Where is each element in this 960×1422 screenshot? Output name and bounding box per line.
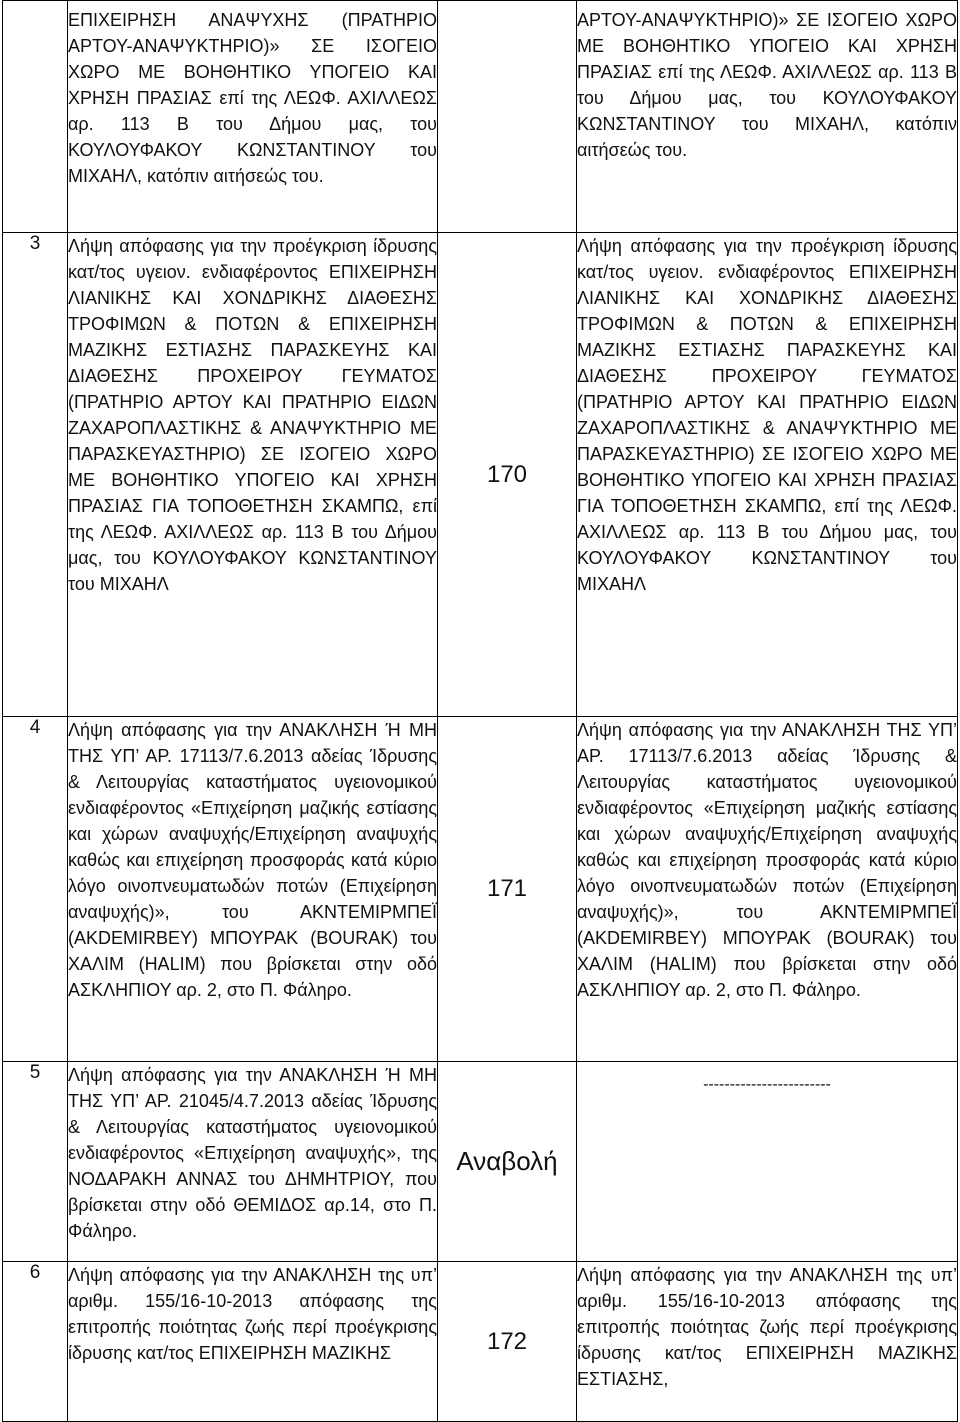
subject-text: Λήψη απόφασης για την ΑΝΑΚΛΗΣΗ Ή ΜΗ ΤΗΣ ΥΠ’ ΑΡ. 21045/4.7.2013 αδείας Ίδρυσης & Λειτουργίας καταστήματος υγειονομικού ενδιαφέροντος «Επιχείρηση αναψυχής», της ΝΟΔΑΡΑΚΗ ΑΝΝΑΣ του ΔΗΜΗΤΡΙΟΥ, που βρίσκεται στην οδό ΘΕΜΙΔΟΣ αρ.14, στο Π. Φάληρο. xyxy=(68,1065,437,1241)
item-subject xyxy=(68,1062,438,1262)
result-text: ΑΡΤΟΥ-ΑΝΑΨΥΚΤΗΡΙΟ)» ΣΕ ΙΣΟΓΕΙΟ ΧΩΡΟ ΜΕ ΒΟΗΘΗΤΙΚΟ ΥΠΟΓΕΙΟ ΚΑΙ ΧΡΗΣΗ ΠΡΑΣΙΑΣ επί της ΛΕΩΦ. ΑΧΙΛΛΕΩΣ αρ. 113 Β του Δήμου μας, του ΚΟΥΛΟΥΦΑΚΟΥ ΚΩΝΣΤΑΝΤΙΝΟΥ του ΜΙΧΑΗΛ, κατόπιν αιτήσεώς του. xyxy=(577,10,957,160)
item-number xyxy=(3,1,68,233)
decision-number: 170 xyxy=(438,233,577,717)
item-result xyxy=(577,1062,958,1262)
subject-text: Λήψη απόφασης για την ΑΝΑΚΛΗΣΗ της υπ’ αριθμ. 155/16-10-2013 απόφασης της επιτροπής ποιότητας ζωής περί προέγκρισης ίδρυσης κατ/τος ΕΠΙΧΕΙΡΗΣΗ ΜΑΖΙΚΗΣ xyxy=(68,1265,437,1363)
decision-number: 171 xyxy=(438,717,577,1062)
subject-text: ΕΠΙΧΕΙΡΗΣΗ ΑΝΑΨΥΧΗΣ (ΠΡΑΤΗΡΙΟ ΑΡΤΟΥ-ΑΝΑΨΥΚΤΗΡΙΟ)» ΣΕ ΙΣΟΓΕΙΟ ΧΩΡΟ ΜΕ ΒΟΗΘΗΤΙΚΟ ΥΠΟΓΕΙΟ ΚΑΙ ΧΡΗΣΗ ΠΡΑΣΙΑΣ επί της ΛΕΩΦ. ΑΧΙΛΛΕΩΣ αρ. 113 Β του Δήμου μας, του ΚΟΥΛΟΥΦΑΚΟΥ ΚΩΝΣΤΑΝΤΙΝΟΥ του ΜΙΧΑΗΛ, κατόπιν αιτήσεώς του. xyxy=(68,10,437,186)
item-result xyxy=(577,1262,958,1422)
result-text: Λήψη απόφασης για την ΑΝΑΚΛΗΣΗ της υπ’ αριθμ. 155/16-10-2013 απόφασης της επιτροπής ποιότητας ζωής περί προέγκρισης ίδρυσης κατ/τος ΕΠΙΧΕΙΡΗΣΗ ΜΑΖΙΚΗΣ ΕΣΤΙΑΣΗΣ, xyxy=(577,1265,957,1389)
item-subject xyxy=(68,233,438,717)
result-placeholder-dashes: ------------------------ xyxy=(703,1076,831,1093)
decision-number: 172 xyxy=(438,1262,577,1422)
table-row xyxy=(3,1,958,233)
item-result xyxy=(577,1,958,233)
table-row xyxy=(3,1062,958,1262)
item-result xyxy=(577,233,958,717)
subject-text: Λήψη απόφασης για την προέγκριση ίδρυσης κατ/τος υγειον. ενδιαφέροντος ΕΠΙΧΕΙΡΗΣΗ ΛΙΑΝΙΚΗΣ ΚΑΙ ΧΟΝΔΡΙΚΗΣ ΔΙΑΘΕΣΗΣ ΤΡΟΦΙΜΩΝ & ΠΟΤΩΝ & ΕΠΙΧΕΙΡΗΣΗ ΜΑΖΙΚΗΣ ΕΣΤΙΑΣΗΣ ΠΑΡΑΣΚΕΥΗΣ ΚΑΙ ΔΙΑΘΕΣΗΣ ΠΡΟΧΕΙΡΟΥ ΓΕΥΜΑΤΟΣ (ΠΡΑΤΗΡΙΟ ΑΡΤΟΥ ΚΑΙ ΠΡΑΤΗΡΙΟ ΕΙΔΩΝ ΖΑΧΑΡΟΠΛΑΣΤΙΚΗΣ & ΑΝΑΨΥΚΤΗΡΙΟ ΜΕ ΠΑΡΑΣΚΕΥΑΣΤΗΡΙΟ) ΣΕ ΙΣΟΓΕΙΟ ΧΩΡΟ ΜΕ ΒΟΗΘΗΤΙΚΟ ΥΠΟΓΕΙΟ ΚΑΙ ΧΡΗΣΗ ΠΡΑΣΙΑΣ ΓΙΑ ΤΟΠΟΘΕΤΗΣΗ ΣΚΑΜΠΩ, επί της ΛΕΩΦ. ΑΧΙΛΛΕΩΣ αρ. 113 Β του Δήμου μας, του ΚΟΥΛΟΥΦΑΚΟΥ ΚΩΝΣΤΑΝΤΙΝΟΥ του ΜΙΧΑΗΛ xyxy=(68,236,437,594)
result-text: Λήψη απόφασης για την προέγκριση ίδρυσης κατ/τος υγειον. ενδιαφέροντος ΕΠΙΧΕΙΡΗΣΗ ΛΙΑΝΙΚΗΣ ΚΑΙ ΧΟΝΔΡΙΚΗΣ ΔΙΑΘΕΣΗΣ ΤΡΟΦΙΜΩΝ & ΠΟΤΩΝ & ΕΠΙΧΕΙΡΗΣΗ ΜΑΖΙΚΗΣ ΕΣΤΙΑΣΗΣ ΠΑΡΑΣΚΕΥΗΣ ΚΑΙ ΔΙΑΘΕΣΗΣ ΠΡΟΧΕΙΡΟΥ ΓΕΥΜΑΤΟΣ (ΠΡΑΤΗΡΙΟ ΑΡΤΟΥ ΚΑΙ ΠΡΑΤΗΡΙΟ ΕΙΔΩΝ ΖΑΧΑΡΟΠΛΑΣΤΙΚΗΣ & ΑΝΑΨΥΚΤΗΡΙΟ ΜΕ ΠΑΡΑΣΚΕΥΑΣΤΗΡΙΟ) ΣΕ ΙΣΟΓΕΙΟ ΧΩΡΟ ΜΕ ΒΟΗΘΗΤΙΚΟ ΥΠΟΓΕΙΟ ΚΑΙ ΧΡΗΣΗ ΠΡΑΣΙΑΣ ΓΙΑ ΤΟΠΟΘΕΤΗΣΗ ΣΚΑΜΠΩ, επί της ΛΕΩΦ. ΑΧΙΛΛΕΩΣ αρ. 113 Β του Δήμου μας, του ΚΟΥΛΟΥΦΑΚΟΥ ΚΩΝΣΤΑΝΤΙΝΟΥ του ΜΙΧΑΗΛ xyxy=(577,236,957,594)
minutes-table xyxy=(2,0,958,1422)
table-row xyxy=(3,1262,958,1422)
item-number: 6 xyxy=(3,1262,68,1422)
item-number: 3 xyxy=(3,233,68,717)
result-text: Λήψη απόφασης για την ΑΝΑΚΛΗΣΗ ΤΗΣ ΥΠ’ ΑΡ. 17113/7.6.2013 αδείας Ίδρυσης & Λειτουργίας καταστήματος υγειονομικού ενδιαφέροντος «Επιχείρηση μαζικής εστίασης και χώρων αναψυχής/Επιχείρηση αναψυχής καθώς και επιχείρηση προσφοράς κατά κύριο λόγο οινοπνευματωδών ποτών (Επιχείρηση αναψυχής)», του ΑΚΝΤΕΜΙΡΜΠΕΪ (AKDEMIRBEY) ΜΠΟΥΡΑΚ (BOURAK) του ΧΑΛΙΜ (HALIM) που βρίσκεται στην οδό ΑΣΚΛΗΠΙΟΥ αρ. 2, στο Π. Φάληρο. xyxy=(577,720,957,1000)
item-number: 5 xyxy=(3,1062,68,1262)
table-row xyxy=(3,717,958,1062)
decision-number: Αναβολή xyxy=(438,1062,577,1262)
item-result xyxy=(577,717,958,1062)
item-subject xyxy=(68,1262,438,1422)
item-number: 4 xyxy=(3,717,68,1062)
decision-number xyxy=(438,1,577,233)
item-subject xyxy=(68,1,438,233)
table-row xyxy=(3,233,958,717)
item-subject xyxy=(68,717,438,1062)
subject-text: Λήψη απόφασης για την ΑΝΑΚΛΗΣΗ Ή ΜΗ ΤΗΣ ΥΠ’ ΑΡ. 17113/7.6.2013 αδείας Ίδρυσης & Λειτουργίας καταστήματος υγειονομικού ενδιαφέροντος «Επιχείρηση μαζικής εστίασης και χώρων αναψυχής/Επιχείρηση αναψυχής καθώς και επιχείρηση προσφοράς κατά κύριο λόγο οινοπνευματωδών ποτών (Επιχείρηση αναψυχής)», του ΑΚΝΤΕΜΙΡΜΠΕΪ (AKDEMIRBEY) ΜΠΟΥΡΑΚ (BOURAK) του ΧΑΛΙΜ (HALIM) που βρίσκεται στην οδό ΑΣΚΛΗΠΙΟΥ αρ. 2, στο Π. Φάληρο. xyxy=(68,720,437,1000)
